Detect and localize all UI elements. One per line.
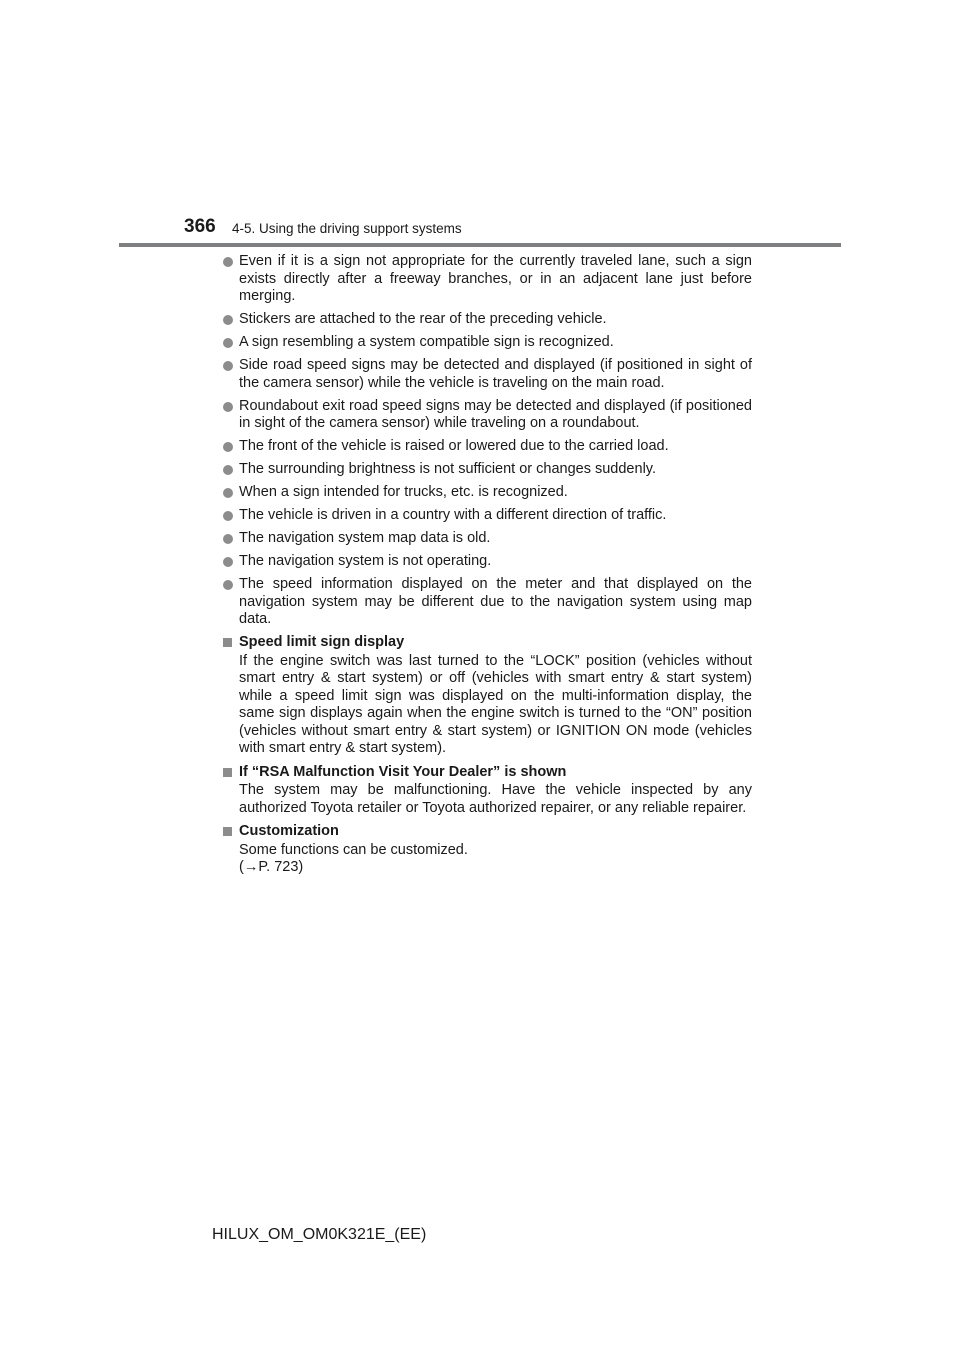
header-rule bbox=[119, 243, 841, 247]
section-heading-text: Customization bbox=[239, 823, 339, 839]
section-title: 4-5. Using the driving support systems bbox=[232, 221, 462, 236]
list-item bbox=[222, 311, 752, 329]
list-item bbox=[222, 334, 752, 352]
square-bullet-icon bbox=[223, 827, 232, 836]
list-item bbox=[222, 357, 752, 392]
bullet-icon bbox=[223, 557, 233, 567]
list-item bbox=[222, 461, 752, 479]
section-heading-text: Speed limit sign display bbox=[239, 634, 405, 650]
section-customization bbox=[222, 823, 752, 877]
list-item bbox=[222, 507, 752, 525]
bullet-icon bbox=[223, 361, 233, 371]
list-item-text: The speed information displayed on the meter and that displayed on the navigation system may be different due to the navigation system using map data. bbox=[239, 576, 752, 627]
section-heading-text: If “RSA Malfunction Visit Your Dealer” is shown bbox=[239, 763, 567, 780]
section-heading bbox=[222, 634, 752, 652]
bullet-icon bbox=[223, 465, 233, 475]
list-item bbox=[222, 398, 752, 433]
list-item bbox=[222, 553, 752, 571]
list-item-text: The front of the vehicle is raised or lowered due to the carried load. bbox=[239, 438, 669, 454]
list-item-text: The surrounding brightness is not sufficient or changes suddenly. bbox=[239, 461, 656, 477]
page-content bbox=[222, 253, 752, 883]
list-item-text: The navigation system is not operating. bbox=[239, 553, 492, 569]
bullet-icon bbox=[223, 338, 233, 348]
list-item-text: Even if it is a sign not appropriate for the currently traveled lane, such a sign exists directly after a freeway branches, or in an adjacent lane just before merging. bbox=[239, 253, 752, 304]
list-item-text: A sign resembling a system compatible sign is recognized. bbox=[239, 334, 614, 350]
section-speed-limit-sign-display bbox=[222, 634, 752, 758]
bullet-icon bbox=[223, 315, 233, 325]
section-heading bbox=[222, 823, 752, 841]
bullet-icon bbox=[223, 442, 233, 452]
page-number: 366 bbox=[184, 216, 216, 237]
list-item bbox=[222, 484, 752, 502]
square-bullet-icon bbox=[223, 768, 232, 777]
list-item-text: Roundabout exit road speed signs may be detected and displayed (if positioned in sight of the camera sensor) while traveling on a roundabout. bbox=[239, 397, 752, 431]
bullet-icon bbox=[223, 580, 233, 590]
list-item-text: The vehicle is driven in a country with a different direction of traffic. bbox=[239, 507, 667, 523]
section-rsa-malfunction bbox=[222, 764, 752, 818]
list-item-text: When a sign intended for trucks, etc. is recognized. bbox=[239, 484, 568, 500]
section-body: Some functions can be customized. bbox=[239, 841, 468, 858]
bullet-icon bbox=[223, 534, 233, 544]
bullet-icon bbox=[223, 402, 233, 412]
list-item-text: Side road speed signs may be detected and displayed (if positioned in sight of the camera sensor) while the vehicle is traveling on the main road. bbox=[239, 357, 752, 391]
document-code: HILUX_OM_OM0K321E_(EE) bbox=[212, 1226, 427, 1243]
list-item bbox=[222, 253, 752, 306]
bullet-icon bbox=[223, 511, 233, 521]
list-item bbox=[222, 438, 752, 456]
square-bullet-icon bbox=[223, 638, 232, 647]
bullet-icon bbox=[223, 257, 233, 267]
section-heading bbox=[222, 764, 752, 782]
section-body: If the engine switch was last turned to the “LOCK” position (vehicles without smart entry & start system) or off (vehicles with smart entry & start system) while a speed limit sign was displayed on the multi-information display, the same sign displays again when the engine switch is turned to the “ON” position (vehicles without smart entry & start system) or IGNITION ON mode (vehicles with smart entry & start system). bbox=[239, 652, 752, 756]
list-item bbox=[222, 576, 752, 629]
bullet-list bbox=[222, 253, 752, 629]
list-item bbox=[222, 530, 752, 548]
bullet-icon bbox=[223, 488, 233, 498]
list-item-text: The navigation system map data is old. bbox=[239, 530, 491, 546]
list-item-text: Stickers are attached to the rear of the preceding vehicle. bbox=[239, 311, 607, 327]
section-body: The system may be malfunctioning. Have the vehicle inspected by any authorized Toyota retailer or Toyota authorized repairer, or any reliable repairer. bbox=[239, 782, 752, 816]
page-reference-link[interactable]: (→P. 723) bbox=[239, 859, 304, 875]
